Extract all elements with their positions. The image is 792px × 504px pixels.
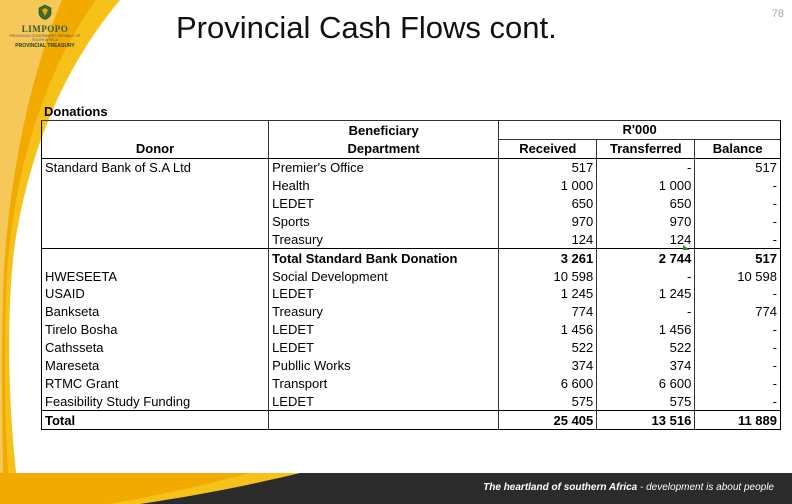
received-cell: 124 <box>499 230 597 248</box>
header-row-2 <box>42 139 781 158</box>
donor-cell: RTMC Grant <box>42 374 269 392</box>
transferred-cell: 1 245 <box>597 285 695 303</box>
table-row <box>42 285 781 303</box>
transferred-cell: 575 <box>597 392 695 410</box>
balance-cell: 10 598 <box>695 267 781 285</box>
received-cell: 774 <box>499 303 597 321</box>
received-cell: 1 456 <box>499 321 597 339</box>
table-row <box>42 177 781 195</box>
logo-tagline: PROVINCIAL GOVERNMENT REPUBLIC OF SOUTH AFRICA <box>9 34 81 42</box>
total-row <box>42 411 781 430</box>
dept-cell: LEDET <box>269 321 499 339</box>
balance-cell: - <box>695 195 781 213</box>
subtotal-label: Total Standard Bank Donation <box>269 249 499 267</box>
dept-cell: Premier's Office <box>269 158 499 176</box>
donor-cell <box>42 195 269 213</box>
footer-slogan <box>483 482 774 493</box>
slide-title: Provincial Cash Flows cont. <box>176 10 557 45</box>
table-row <box>42 339 781 357</box>
donor-cell: Mareseta <box>42 357 269 375</box>
donor-cell <box>42 177 269 195</box>
transferred-cell: - <box>597 267 695 285</box>
balance-cell: - <box>695 212 781 230</box>
donations-table <box>41 120 781 430</box>
transferred-cell: 13 516 <box>597 411 695 430</box>
donor-cell: HWESEETA <box>42 267 269 285</box>
balance-cell: - <box>695 392 781 410</box>
footer-slogan-rest: - development is about people <box>637 482 774 493</box>
dept-cell: Publlic Works <box>269 357 499 375</box>
transferred-cell: - <box>597 303 695 321</box>
table-row <box>42 357 781 375</box>
table-row <box>42 374 781 392</box>
received-cell: 650 <box>499 195 597 213</box>
transferred-cell: 6 600 <box>597 374 695 392</box>
table-row <box>42 195 781 213</box>
received-cell: 970 <box>499 212 597 230</box>
subtotal-row <box>42 249 781 267</box>
header-beneficiary-line1: Beneficiary <box>269 121 499 140</box>
donor-cell <box>42 212 269 230</box>
footer-slogan-bold: The heartland of southern Africa <box>483 482 638 493</box>
transferred-cell: 124 <box>597 230 695 248</box>
table-row <box>42 158 781 176</box>
donor-cell: USAID <box>42 285 269 303</box>
table-row <box>42 212 781 230</box>
table-row <box>42 230 781 248</box>
transferred-cell: 522 <box>597 339 695 357</box>
transferred-cell: 970 <box>597 212 695 230</box>
balance-cell: 774 <box>695 303 781 321</box>
total-label: Total <box>42 411 269 430</box>
table-row <box>42 303 781 321</box>
transferred-cell: 1 000 <box>597 177 695 195</box>
transferred-cell: 2 744 <box>597 249 695 267</box>
received-cell: 1 000 <box>499 177 597 195</box>
header-beneficiary-line2: Department <box>269 139 499 158</box>
balance-cell: - <box>695 177 781 195</box>
table-row <box>42 267 781 285</box>
table-row <box>42 392 781 410</box>
donor-cell: Bankseta <box>42 303 269 321</box>
table-row <box>42 321 781 339</box>
received-cell: 517 <box>499 158 597 176</box>
donor-cell: Standard Bank of S.A Ltd <box>42 158 269 176</box>
dept-cell <box>269 411 499 430</box>
balance-cell: - <box>695 357 781 375</box>
received-cell: 3 261 <box>499 249 597 267</box>
balance-cell: - <box>695 339 781 357</box>
transferred-cell: 374 <box>597 357 695 375</box>
header-received: Received <box>499 139 597 158</box>
logo-name: LIMPOPO <box>21 24 69 34</box>
balance-cell: - <box>695 285 781 303</box>
logo-department: PROVINCIAL TREASURY <box>15 43 75 49</box>
received-cell: 6 600 <box>499 374 597 392</box>
donor-cell <box>42 249 269 267</box>
balance-cell: 11 889 <box>695 411 781 430</box>
balance-cell: - <box>695 374 781 392</box>
dept-cell: LEDET <box>269 285 499 303</box>
header-transferred: Transferred <box>597 139 695 158</box>
received-cell: 25 405 <box>499 411 597 430</box>
dept-cell: LEDET <box>269 392 499 410</box>
balance-cell: 517 <box>695 249 781 267</box>
coat-of-arms-icon <box>36 4 54 20</box>
donor-cell: Tirelo Bosha <box>42 321 269 339</box>
dept-cell: Sports <box>269 212 499 230</box>
balance-cell: 517 <box>695 158 781 176</box>
received-cell: 374 <box>499 357 597 375</box>
dept-cell: Treasury <box>269 303 499 321</box>
limpopo-treasury-logo <box>4 4 86 48</box>
received-cell: 522 <box>499 339 597 357</box>
transferred-cell: - <box>597 158 695 176</box>
donor-cell <box>42 230 269 248</box>
donor-cell: Cathsseta <box>42 339 269 357</box>
received-cell: 10 598 <box>499 267 597 285</box>
balance-cell: - <box>695 321 781 339</box>
dept-cell: Transport <box>269 374 499 392</box>
header-balance: Balance <box>695 139 781 158</box>
header-donor: Donor <box>42 139 269 158</box>
header-donor-top <box>42 121 269 140</box>
cell-comment-marker <box>683 245 690 250</box>
page-number: 78 <box>771 8 784 20</box>
dept-cell: Social Development <box>269 267 499 285</box>
section-label: Donations <box>44 104 108 119</box>
dept-cell: Treasury <box>269 230 499 248</box>
dept-cell: Health <box>269 177 499 195</box>
dept-cell: LEDET <box>269 339 499 357</box>
received-cell: 1 245 <box>499 285 597 303</box>
dept-cell: LEDET <box>269 195 499 213</box>
received-cell: 575 <box>499 392 597 410</box>
header-row-1 <box>42 121 781 140</box>
header-amount-group: R'000 <box>499 121 781 140</box>
balance-cell: - <box>695 230 781 248</box>
transferred-cell: 650 <box>597 195 695 213</box>
donor-cell: Feasibility Study Funding <box>42 392 269 410</box>
transferred-cell: 1 456 <box>597 321 695 339</box>
